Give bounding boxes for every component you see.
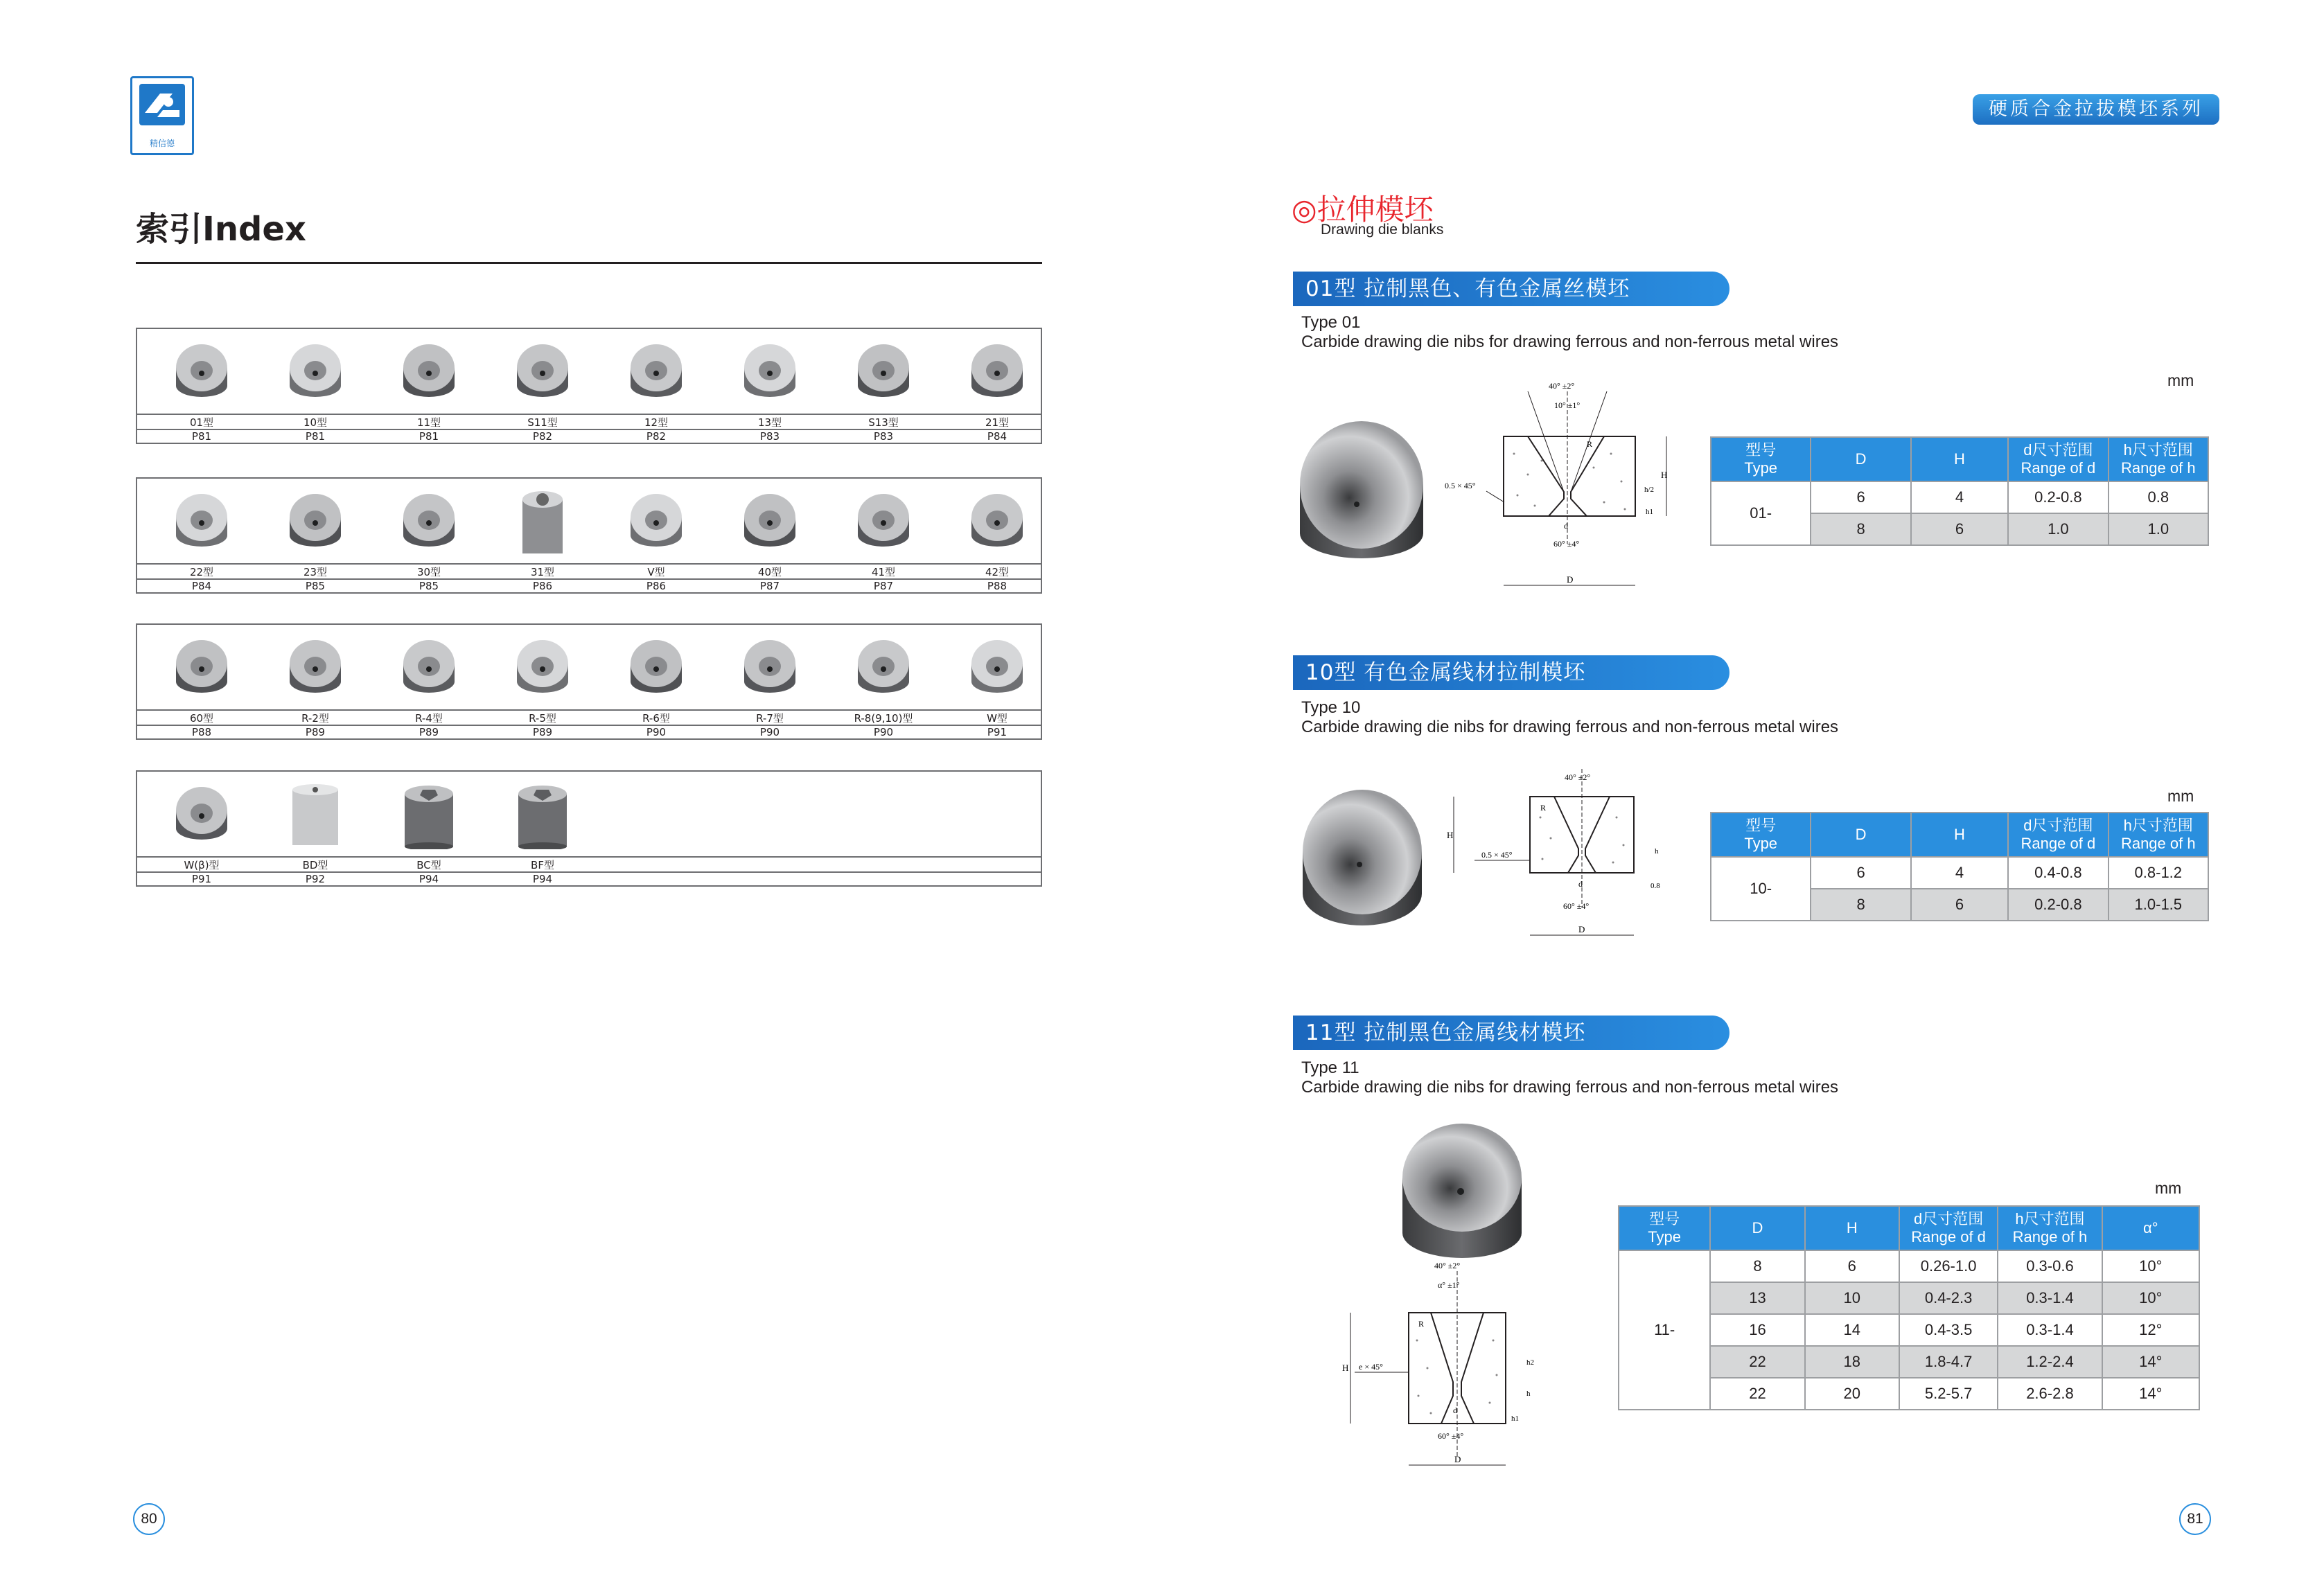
table-cell: 0.8 xyxy=(2109,481,2208,513)
index-type-label: 42型 xyxy=(985,566,1010,578)
die-blank-thumbnail-icon[interactable] xyxy=(284,337,346,407)
table-cell: 0.8-1.2 xyxy=(2109,857,2208,889)
type11-h: h xyxy=(1526,1390,1531,1398)
index-page-link[interactable]: P91 xyxy=(987,726,1007,738)
die-blank-thumbnail-icon[interactable] xyxy=(170,337,233,407)
die-blank-thumbnail-icon[interactable] xyxy=(625,487,687,556)
table-header-cell xyxy=(1711,437,1811,481)
type10-bottom-angle: 60° ±4° xyxy=(1563,901,1590,911)
index-page-link[interactable]: P88 xyxy=(191,726,212,738)
index-type-label: V型 xyxy=(647,566,665,578)
table-cell: 1.2-2.4 xyxy=(1998,1346,2102,1378)
type01-R: R xyxy=(1587,439,1593,449)
table-header-cell xyxy=(2102,1206,2199,1250)
table-cell: 8 xyxy=(1811,889,1910,921)
type01-mid-angle: 10° ±1° xyxy=(1554,400,1581,410)
table-row xyxy=(1711,481,2208,513)
index-type-label: 21型 xyxy=(985,416,1010,429)
header-text: h尺寸范围 xyxy=(2123,817,2193,834)
type11-H: H xyxy=(1342,1363,1349,1373)
index-page-link[interactable]: P89 xyxy=(532,726,553,738)
index-page-link[interactable]: P94 xyxy=(419,873,439,885)
index-type-label: 41型 xyxy=(871,566,896,578)
index-type-label: W(β)型 xyxy=(184,859,220,871)
table-header-cell xyxy=(2109,437,2208,481)
table-cell: 0.4-2.3 xyxy=(1899,1282,1998,1314)
type01-H: H xyxy=(1661,470,1668,480)
type10-R: R xyxy=(1540,803,1547,813)
die-blank-thumbnail-icon[interactable] xyxy=(625,337,687,407)
index-box xyxy=(136,623,1042,740)
header-subtext: Type xyxy=(1744,459,1778,477)
table-cell: 8 xyxy=(1710,1250,1804,1282)
type10-description: Carbide drawing die nibs for drawing ferrous and non-ferrous metal wires xyxy=(1301,718,1839,736)
table-cell: 10° xyxy=(2102,1282,2199,1314)
header-subtext: Type xyxy=(1744,835,1778,852)
brand-logo xyxy=(130,76,194,155)
header-text: D xyxy=(1855,450,1867,468)
header-text: 型号 xyxy=(1649,1210,1680,1227)
type01-unit: mm xyxy=(2167,371,2194,389)
header-text: D xyxy=(1855,826,1867,843)
die-blank-thumbnail-icon[interactable] xyxy=(170,487,233,556)
die-blank-thumbnail-icon[interactable] xyxy=(284,633,346,702)
type11-spec-table xyxy=(1618,1205,2200,1410)
die-blank-thumbnail-icon[interactable] xyxy=(852,337,915,407)
index-type-label: R-4型 xyxy=(415,712,443,725)
type10-spec-table xyxy=(1710,812,2209,921)
table-header-row xyxy=(1711,813,2208,857)
header-subtext: Range of d xyxy=(1911,1228,1986,1245)
table-header-cell xyxy=(1911,437,2008,481)
index-type-label: S13型 xyxy=(868,416,899,429)
index-page-link[interactable]: P91 xyxy=(191,873,212,885)
header-text: h尺寸范围 xyxy=(2015,1210,2085,1227)
type11-D: D xyxy=(1454,1454,1461,1464)
type10-chamfer: 0.5 × 45° xyxy=(1481,850,1513,860)
table-cell: 4 xyxy=(1911,481,2008,513)
table-cell: 16 xyxy=(1710,1314,1804,1346)
die-blank-thumbnail-icon[interactable] xyxy=(966,337,1028,407)
index-type-label: R-7型 xyxy=(756,712,784,725)
table-cell: 14 xyxy=(1805,1314,1899,1346)
table-cell: 0.3-1.4 xyxy=(1998,1282,2102,1314)
table-header-cell xyxy=(1911,813,2008,857)
index-type-label: 22型 xyxy=(189,566,214,578)
header-text: h尺寸范围 xyxy=(2123,441,2193,459)
table-header-cell xyxy=(1811,813,1910,857)
table-cell: 1.0 xyxy=(2109,513,2208,545)
table-cell: 6 xyxy=(1811,481,1910,513)
table-header-cell xyxy=(1619,1206,1710,1250)
die-blank-thumbnail-icon[interactable] xyxy=(966,487,1028,556)
die-blank-thumbnail-icon[interactable] xyxy=(739,487,801,556)
index-type-label: S11型 xyxy=(527,416,558,429)
index-page-link[interactable]: P90 xyxy=(873,726,894,738)
header-text: H xyxy=(1846,1219,1858,1236)
die-blank-thumbnail-icon[interactable] xyxy=(511,780,574,849)
section-title: ◎拉伸模坯 xyxy=(1292,193,1434,227)
die-blank-thumbnail-icon[interactable] xyxy=(511,337,574,407)
type10-d: d xyxy=(1578,879,1583,889)
die-blank-thumbnail-icon[interactable] xyxy=(398,487,460,556)
table-cell: 10 xyxy=(1805,1282,1899,1314)
type01-product-image xyxy=(1296,416,1427,568)
table-header-cell xyxy=(1899,1206,1998,1250)
type01-chamfer: 0.5 × 45° xyxy=(1445,481,1476,490)
table-cell: 1.0 xyxy=(2008,513,2108,545)
section-subtitle: Drawing die blanks xyxy=(1321,222,1444,238)
index-type-label: BD型 xyxy=(302,859,328,871)
index-box xyxy=(136,770,1042,887)
type-cell: 11- xyxy=(1619,1250,1710,1410)
die-blank-thumbnail-icon[interactable] xyxy=(284,487,346,556)
die-blank-thumbnail-icon[interactable] xyxy=(625,633,687,702)
type11-top-angle: 40° ±2° xyxy=(1434,1261,1461,1270)
table-header-row xyxy=(1619,1206,2199,1250)
logo-text: 精信德 xyxy=(149,139,175,148)
die-blank-thumbnail-icon[interactable] xyxy=(398,337,460,407)
table-cell: 6 xyxy=(1811,857,1910,889)
table-cell: 18 xyxy=(1805,1346,1899,1378)
table-cell: 13 xyxy=(1710,1282,1804,1314)
header-text: d尺寸范围 xyxy=(2023,817,2093,834)
type10-product-image xyxy=(1300,783,1425,932)
series-tag: 硬质合金拉拔模坯系列 xyxy=(1973,94,2219,125)
table-cell: 0.3-0.6 xyxy=(1998,1250,2102,1282)
index-page-link[interactable]: P94 xyxy=(532,873,553,885)
index-page-link[interactable]: P92 xyxy=(305,873,326,885)
logo-mark-icon xyxy=(132,78,192,134)
type01-bottom-angle: 60° ±4° xyxy=(1553,539,1580,549)
table-cell: 4 xyxy=(1911,857,2008,889)
header-text: H xyxy=(1954,826,1965,843)
index-page-link[interactable]: P84 xyxy=(191,580,212,592)
type10-D: D xyxy=(1578,924,1585,934)
index-page-link[interactable]: P85 xyxy=(419,580,439,592)
type11-unit: mm xyxy=(2155,1179,2182,1197)
table-cell: 14° xyxy=(2102,1378,2199,1410)
type11-description: Carbide drawing die nibs for drawing ferrous and non-ferrous metal wires xyxy=(1301,1078,1839,1097)
type11-h2: h2 xyxy=(1526,1358,1534,1367)
table-cell: 1.8-4.7 xyxy=(1899,1346,1998,1378)
die-blank-thumbnail-icon[interactable] xyxy=(739,337,801,407)
index-page-link[interactable]: P81 xyxy=(419,430,439,443)
type11-product-image xyxy=(1400,1122,1524,1261)
index-page-link[interactable]: P90 xyxy=(759,726,780,738)
page-number-left: 80 xyxy=(133,1503,165,1535)
type01-top-angle: 40° ±2° xyxy=(1549,381,1575,391)
type10-h08: 0.8 xyxy=(1650,882,1660,890)
table-cell: 2.6-2.8 xyxy=(1998,1378,2102,1410)
index-type-label: 31型 xyxy=(530,566,555,578)
index-page-link[interactable]: P86 xyxy=(532,580,553,592)
table-header-cell xyxy=(1805,1206,1899,1250)
type01-h1: h1 xyxy=(1646,508,1653,516)
index-type-label: 13型 xyxy=(757,416,782,429)
table-cell: 6 xyxy=(1911,513,2008,545)
index-type-label: 10型 xyxy=(303,416,328,429)
die-blank-thumbnail-icon[interactable] xyxy=(284,780,346,849)
index-page-link[interactable]: P89 xyxy=(419,726,439,738)
table-cell: 10° xyxy=(2102,1250,2199,1282)
table-cell: 0.3-1.4 xyxy=(1998,1314,2102,1346)
type10-h: h xyxy=(1655,847,1659,855)
index-title: 索引Index xyxy=(136,210,306,249)
table-cell: 20 xyxy=(1805,1378,1899,1410)
index-box xyxy=(136,328,1042,444)
type01-d: d xyxy=(1564,521,1568,531)
index-type-label: R-2型 xyxy=(301,712,329,725)
table-cell: 6 xyxy=(1911,889,2008,921)
index-type-label: 30型 xyxy=(416,566,441,578)
die-blank-thumbnail-icon[interactable] xyxy=(966,633,1028,702)
table-cell: 14° xyxy=(2102,1346,2199,1378)
type01-spec-table xyxy=(1710,436,2209,546)
type11-R: R xyxy=(1418,1319,1425,1329)
type-cell: 10- xyxy=(1711,857,1811,921)
table-row xyxy=(1619,1250,2199,1282)
type10-top-angle: 40° ±2° xyxy=(1565,772,1591,782)
type01-technical-drawing xyxy=(1445,378,1673,599)
type01-D: D xyxy=(1567,574,1574,585)
type01-label: Type 01 xyxy=(1301,313,1361,332)
index-type-label: 01型 xyxy=(189,416,214,429)
index-page-link[interactable]: P90 xyxy=(646,726,667,738)
index-box xyxy=(136,477,1042,594)
table-cell: 0.2-0.8 xyxy=(2008,889,2108,921)
index-page-link[interactable]: P82 xyxy=(646,430,667,443)
header-text: d尺寸范围 xyxy=(1913,1210,1984,1227)
index-type-label: 12型 xyxy=(644,416,669,429)
header-subtext: Range of h xyxy=(2120,835,2196,852)
type11-d: d xyxy=(1453,1406,1457,1415)
index-type-label: 40型 xyxy=(757,566,782,578)
table-cell: 22 xyxy=(1710,1346,1804,1378)
header-subtext: Range of d xyxy=(2021,459,2096,477)
table-cell: 1.0-1.5 xyxy=(2109,889,2208,921)
table-cell: 0.4-3.5 xyxy=(1899,1314,1998,1346)
page-number-right: 81 xyxy=(2179,1503,2211,1535)
index-page-link[interactable]: P81 xyxy=(305,430,326,443)
table-cell: 0.2-0.8 xyxy=(2008,481,2108,513)
type11-technical-drawing xyxy=(1341,1257,1576,1472)
type10-technical-drawing xyxy=(1447,769,1682,949)
header-subtext: Range of h xyxy=(2012,1228,2088,1245)
index-type-label: 11型 xyxy=(416,416,441,429)
type10-unit: mm xyxy=(2167,787,2194,805)
header-text: d尺寸范围 xyxy=(2023,441,2093,459)
die-blank-thumbnail-icon[interactable] xyxy=(511,633,574,702)
table-header-row xyxy=(1711,437,2208,481)
header-subtext: Type xyxy=(1648,1228,1681,1245)
table-header-cell xyxy=(1998,1206,2102,1250)
index-type-label: R-8(9,10)型 xyxy=(854,712,913,725)
type01-h-half: h/2 xyxy=(1644,486,1655,494)
die-blank-thumbnail-icon[interactable] xyxy=(852,487,915,556)
index-page-link[interactable]: P82 xyxy=(532,430,553,443)
header-text: 型号 xyxy=(1745,817,1777,834)
header-subtext: Range of d xyxy=(2021,835,2096,852)
type10-band: 10型 有色金属线材拉制模坯 xyxy=(1293,655,1729,690)
table-row xyxy=(1711,857,2208,889)
type11-chamfer: e × 45° xyxy=(1359,1362,1383,1372)
index-type-label: R-6型 xyxy=(642,712,670,725)
die-blank-thumbnail-icon[interactable] xyxy=(398,633,460,702)
index-type-label: W型 xyxy=(987,712,1007,725)
type11-label: Type 11 xyxy=(1301,1058,1359,1077)
type11-band: 11型 拉制黑色金属线材模坯 xyxy=(1293,1016,1729,1050)
type01-description: Carbide drawing die nibs for drawing ferrous and non-ferrous metal wires xyxy=(1301,333,1839,351)
index-page-link[interactable]: P83 xyxy=(873,430,894,443)
die-blank-thumbnail-icon[interactable] xyxy=(398,780,460,849)
table-header-cell xyxy=(2008,437,2108,481)
header-text: α° xyxy=(2143,1219,2158,1236)
index-page-link[interactable]: P87 xyxy=(873,580,894,592)
type10-H: H xyxy=(1447,830,1454,840)
header-text: D xyxy=(1752,1219,1763,1236)
type11-mid-angle: α° ±1° xyxy=(1438,1280,1460,1290)
index-type-label: BF型 xyxy=(531,859,554,871)
table-cell: 8 xyxy=(1811,513,1910,545)
header-subtext: Range of h xyxy=(2120,459,2196,477)
type11-h1: h1 xyxy=(1511,1415,1519,1423)
die-blank-thumbnail-icon[interactable] xyxy=(739,633,801,702)
index-page-link[interactable]: P88 xyxy=(987,580,1007,592)
die-blank-thumbnail-icon[interactable] xyxy=(170,780,233,849)
index-page-link[interactable]: P86 xyxy=(646,580,667,592)
title-rule xyxy=(136,262,1042,264)
table-cell: 12° xyxy=(2102,1314,2199,1346)
table-cell: 22 xyxy=(1710,1378,1804,1410)
index-page-link[interactable]: P84 xyxy=(987,430,1007,443)
type-cell: 01- xyxy=(1711,481,1811,545)
table-header-cell xyxy=(1710,1206,1804,1250)
type10-label: Type 10 xyxy=(1301,698,1361,717)
table-cell: 0.4-0.8 xyxy=(2008,857,2108,889)
type11-bottom-angle: 60° ±4° xyxy=(1438,1431,1464,1441)
index-page-link[interactable]: P83 xyxy=(759,430,780,443)
table-header-cell xyxy=(2109,813,2208,857)
table-cell: 5.2-5.7 xyxy=(1899,1378,1998,1410)
index-type-label: 60型 xyxy=(189,712,214,725)
die-blank-thumbnail-icon[interactable] xyxy=(170,633,233,702)
table-header-cell xyxy=(2008,813,2108,857)
die-blank-thumbnail-icon[interactable] xyxy=(852,633,915,702)
table-header-cell xyxy=(1811,437,1910,481)
index-page-link[interactable]: P85 xyxy=(305,580,326,592)
index-page-link[interactable]: P87 xyxy=(759,580,780,592)
table-cell: 6 xyxy=(1805,1250,1899,1282)
index-page-link[interactable]: P81 xyxy=(191,430,212,443)
die-blank-thumbnail-icon[interactable] xyxy=(511,487,574,556)
table-cell: 0.26-1.0 xyxy=(1899,1250,1998,1282)
header-text: H xyxy=(1954,450,1965,468)
type01-band: 01型 拉制黑色、有色金属丝模坯 xyxy=(1293,272,1729,306)
index-type-label: R-5型 xyxy=(529,712,556,725)
header-text: 型号 xyxy=(1745,441,1777,459)
table-header-cell xyxy=(1711,813,1811,857)
index-type-label: 23型 xyxy=(303,566,328,578)
index-type-label: BC型 xyxy=(416,859,441,871)
index-page-link[interactable]: P89 xyxy=(305,726,326,738)
